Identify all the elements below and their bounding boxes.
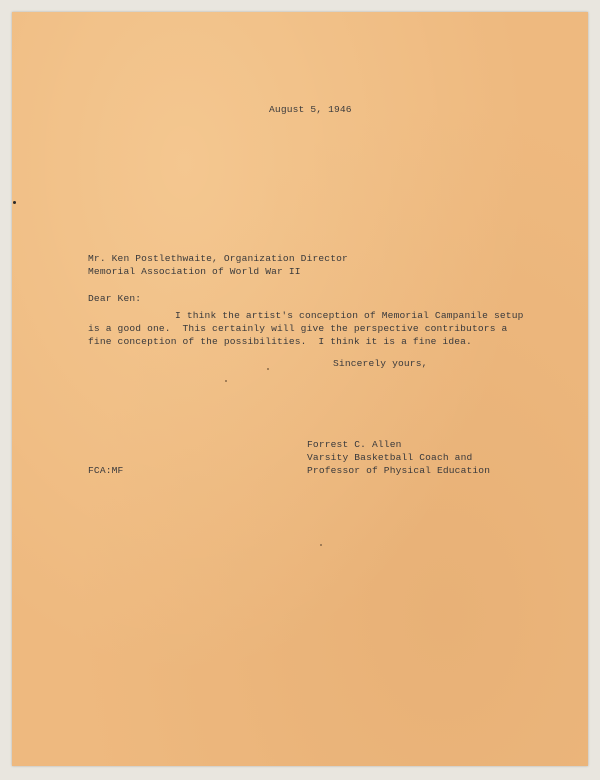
closing: Sincerely yours,	[333, 358, 428, 369]
salutation: Dear Ken:	[88, 293, 142, 304]
paper-speck	[225, 380, 227, 382]
paper-speck	[320, 544, 322, 546]
paper-speck	[267, 368, 269, 370]
typist-initials: FCA:MF	[88, 465, 124, 476]
body-line-2: is a good one. This certainly will give the perspective contributors a	[88, 323, 508, 334]
signature-title-1: Varsity Basketball Coach and	[307, 452, 473, 463]
body-line-3: fine conception of the possibilities. I think it is a fine idea.	[88, 336, 472, 347]
letter-date: August 5, 1946	[269, 104, 352, 115]
ink-speck	[13, 201, 16, 204]
body-line-1: I think the artist's conception of Memorial Campanile setup	[175, 310, 524, 321]
letter-page	[12, 12, 588, 766]
signature-title-2: Professor of Physical Education	[307, 465, 491, 476]
recipient-organization: Memorial Association of World War II	[88, 266, 301, 277]
signature-name: Forrest C. Allen	[307, 439, 402, 450]
recipient-name: Mr. Ken Postlethwaite, Organization Director	[88, 253, 348, 264]
